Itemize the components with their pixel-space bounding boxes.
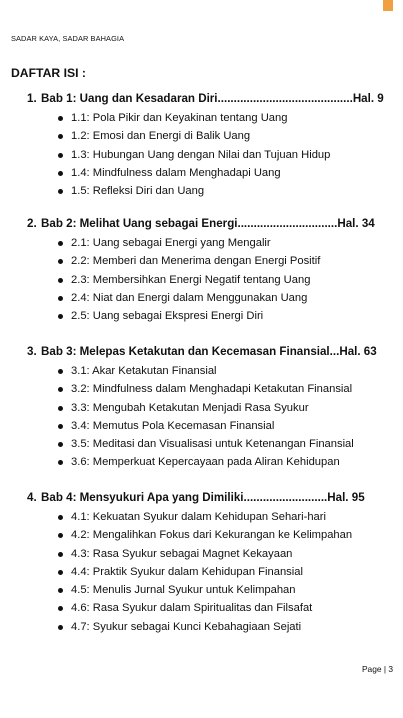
bullet-icon	[58, 278, 63, 283]
subchapter-text: 1.2: Emosi dan Energi di Balik Uang	[71, 130, 251, 143]
subchapter-item[interactable]	[27, 545, 395, 563]
subchapter-item[interactable]	[27, 599, 395, 617]
chapter-title-text: Bab 1: Uang dan Kesadaran Diri..........................................Hal. 9	[41, 92, 384, 105]
subchapter-text: 3.4: Memutus Pola Kecemasan Finansial	[71, 419, 275, 432]
subchapter-item[interactable]	[27, 182, 395, 200]
bullet-icon	[58, 424, 63, 429]
bullet-icon	[58, 387, 63, 392]
chapter-title[interactable]	[27, 214, 395, 234]
chapter-title-text: Bab 2: Melihat Uang sebagai Energi...............................Hal. 34	[41, 217, 375, 230]
bullet-icon	[58, 625, 63, 630]
bullet-icon	[58, 570, 63, 575]
subchapter-text: 3.6: Memperkuat Kepercayaan pada Aliran Kehidupan	[71, 456, 340, 469]
subchapter-text: 1.5: Refleksi Diri dan Uang	[71, 185, 205, 198]
subchapter-text: 3.3: Mengubah Ketakutan Menjadi Rasa Syukur	[71, 401, 309, 414]
subchapter-text: 2.2: Memberi dan Menerima dengan Energi Positif	[71, 255, 321, 268]
bullet-icon	[58, 189, 63, 194]
bullet-icon	[58, 515, 63, 520]
subchapter-text: 3.2: Mindfulness dalam Menghadapi Ketakutan Finansial	[71, 383, 353, 396]
subchapter-item[interactable]	[27, 435, 395, 453]
subchapter-item[interactable]	[27, 109, 395, 127]
chapter-block	[27, 488, 395, 636]
subchapter-text: 4.3: Rasa Syukur sebagai Magnet Kekayaan	[71, 547, 293, 560]
subchapter-item[interactable]	[27, 380, 395, 398]
bullet-icon	[58, 406, 63, 411]
subchapter-text: 1.3: Hubungan Uang dengan Nilai dan Tujuan Hidup	[71, 148, 331, 161]
subchapter-item[interactable]	[27, 271, 395, 289]
subchapter-text: 4.1: Kekuatan Syukur dalam Kehidupan Sehari-hari	[71, 511, 326, 523]
chapter-number: 2.	[27, 217, 37, 230]
subchapter-text: 4.5: Menulis Jurnal Syukur untuk Kelimpahan	[71, 584, 296, 597]
subchapter-item[interactable]	[27, 127, 395, 145]
bullet-icon	[58, 533, 63, 538]
chapter-number: 1.	[27, 92, 37, 105]
subchapter-item[interactable]	[27, 618, 395, 636]
subchapter-text: 4.7: Syukur sebagai Kunci Kebahagiaan Sejati	[71, 620, 302, 633]
subchapter-item[interactable]	[27, 563, 395, 581]
subchapter-text: 2.3: Membersihkan Energi Negatif tentang Uang	[71, 273, 311, 286]
subchapter-item[interactable]	[27, 453, 395, 471]
subchapter-text: 1.1: Pola Pikir dan Keyakinan tentang Uang	[71, 112, 288, 124]
subchapter-text: 2.4: Niat dan Energi dalam Menggunakan Uang	[71, 291, 308, 304]
subchapter-item[interactable]	[27, 289, 395, 307]
bullet-icon	[58, 153, 63, 158]
subchapter-text: 4.6: Rasa Syukur dalam Spiritualitas dan Filsafat	[71, 602, 313, 615]
subchapter-item[interactable]	[27, 581, 395, 599]
running-header: SADAR KAYA, SADAR BAHAGIA	[11, 34, 125, 43]
chapter-title[interactable]	[27, 488, 395, 508]
subchapter-item[interactable]	[27, 362, 395, 380]
subchapter-text: 2.1: Uang sebagai Energi yang Mengalir	[71, 237, 271, 249]
subchapter-item[interactable]	[27, 146, 395, 164]
toc-title: DAFTAR ISI :	[11, 66, 86, 80]
chapter-block	[27, 214, 395, 325]
subchapter-list	[27, 109, 395, 200]
subchapter-item[interactable]	[27, 252, 395, 270]
bullet-icon	[58, 134, 63, 139]
subchapter-list	[27, 362, 395, 472]
bullet-icon	[58, 296, 63, 301]
subchapter-item[interactable]	[27, 164, 395, 182]
chapter-title[interactable]	[27, 89, 395, 109]
subchapter-text: 2.5: Uang sebagai Ekspresi Energi Diri	[71, 310, 264, 323]
subchapter-text: 3.5: Meditasi dan Visualisasi untuk Ketenangan Finansial	[71, 438, 354, 451]
subchapter-item[interactable]	[27, 399, 395, 417]
bullet-icon	[58, 552, 63, 557]
chapter-number: 3.	[27, 345, 37, 358]
bullet-icon	[58, 259, 63, 264]
subchapter-item[interactable]	[27, 508, 395, 526]
bullet-icon	[58, 171, 63, 176]
chapter-title-text: Bab 4: Mensyukuri Apa yang Dimiliki..........................Hal. 95	[41, 491, 365, 504]
subchapter-item[interactable]	[27, 307, 395, 325]
page-number: Page | 3	[361, 664, 393, 674]
bullet-icon	[58, 606, 63, 611]
corner-tab	[383, 0, 393, 11]
subchapter-list	[27, 234, 395, 325]
bullet-icon	[58, 460, 63, 465]
bullet-icon	[58, 588, 63, 593]
chapter-block	[27, 342, 395, 472]
bullet-icon	[58, 241, 63, 246]
bullet-icon	[58, 314, 63, 319]
subchapter-text: 3.1: Akar Ketakutan Finansial	[71, 365, 217, 377]
bullet-icon	[58, 116, 63, 121]
chapter-number: 4.	[27, 491, 37, 504]
chapter-title[interactable]	[27, 342, 395, 362]
subchapter-text: 4.4: Praktik Syukur dalam Kehidupan Finansial	[71, 565, 303, 578]
subchapter-text: 1.4: Mindfulness dalam Menghadapi Uang	[71, 166, 281, 179]
bullet-icon	[58, 442, 63, 447]
chapter-block	[27, 89, 395, 200]
chapter-title-text: Bab 3: Melepas Ketakutan dan Kecemasan Finansial...Hal. 63	[41, 345, 377, 358]
subchapter-list	[27, 508, 395, 636]
subchapter-item[interactable]	[27, 234, 395, 252]
subchapter-item[interactable]	[27, 526, 395, 544]
subchapter-item[interactable]	[27, 417, 395, 435]
subchapter-text: 4.2: Mengalihkan Fokus dari Kekurangan ke Kelimpahan	[71, 529, 353, 542]
bullet-icon	[58, 369, 63, 374]
